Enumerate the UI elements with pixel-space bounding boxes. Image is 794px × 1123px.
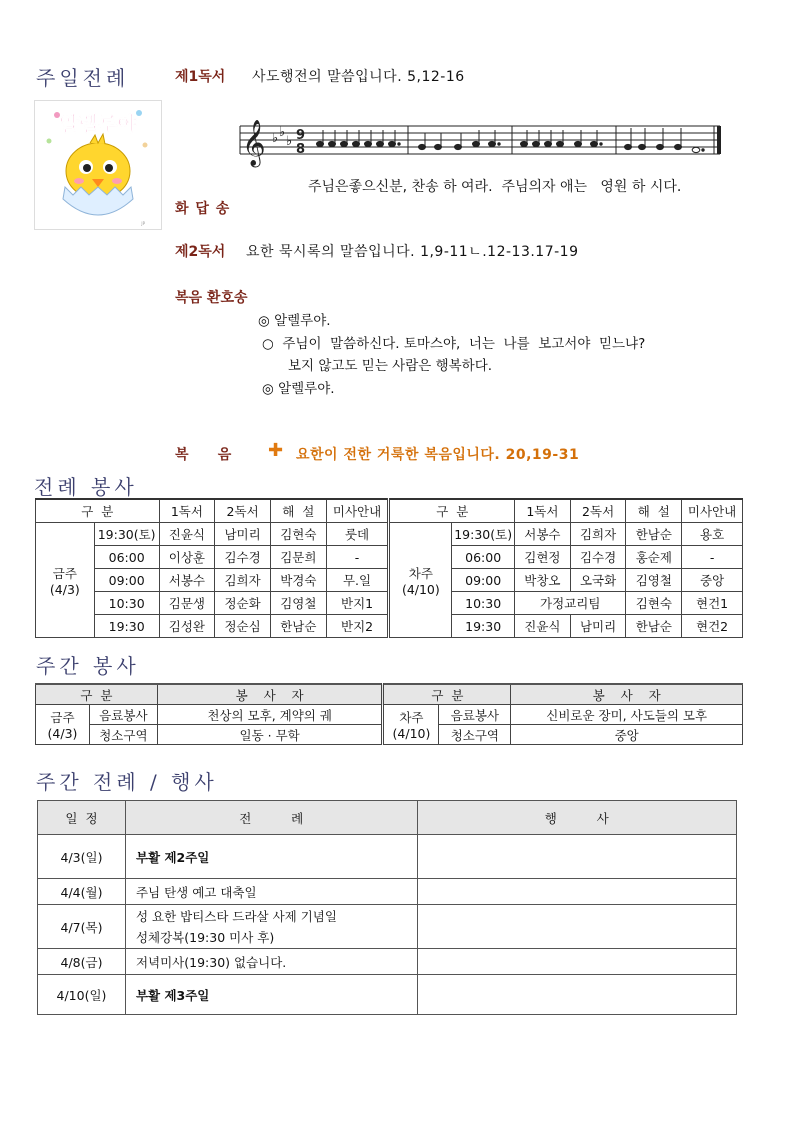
table-cell: 무.일 [326,569,389,592]
schedule-header-event: 행 사 [417,801,737,835]
table-cell: 김현숙 [270,523,326,546]
svg-text:♭: ♭ [286,134,293,149]
weekly-header-right-volunteers: 봉 사 자 [511,684,743,705]
table-row [38,949,737,975]
acclamation-line-1: ◎ 알렐루야. [258,313,331,329]
service-header-right-reading2: 2독서 [570,499,626,523]
weekly-heading: 주간 봉사 [36,654,140,678]
schedule-liturgy: 저녁미사(19:30) 없습니다. [125,949,417,975]
table-cell: 김영철 [626,569,682,592]
service-header-left-commentary: 해 설 [270,499,326,523]
table-cell: 현건2 [682,615,743,638]
table-cell: 김문생 [159,592,215,615]
weekly-header-right-category: 구 분 [383,684,511,705]
service-header-right-commentary: 해 설 [626,499,682,523]
table-cell: 현건1 [682,592,743,615]
table-cell: - [326,546,389,569]
service-right-week-label: 차주 [408,565,433,581]
service-header-left-reading1: 1독서 [159,499,215,523]
svg-text:알렐루야: 알렐루야 [59,112,137,136]
table-cell: 19:30(토) [94,523,159,546]
table-row [38,975,737,1015]
acclamation-line-3: 보지 않고도 믿는 사람은 행복하다. [288,358,493,374]
svg-text:9: 9 [296,128,306,143]
schedule-table [37,800,737,1015]
svg-text:♭: ♭ [279,125,286,140]
schedule-header-date: 일 정 [38,801,126,835]
schedule-liturgy: 주님 탄생 예고 대축일 [125,879,417,905]
table-cell: 김희자 [570,523,626,546]
weekly-left-week [36,705,90,745]
table-row [38,879,737,905]
weekly-header-left-volunteers: 봉 사 자 [157,684,383,705]
schedule-event [417,905,737,949]
table-cell: 김문희 [270,546,326,569]
reading1-label: 제1독서 [175,69,226,85]
acclamation-line-2: ○ 주님이 말씀하신다. 토마스야, 너는 나를 보고서야 믿느냐? [262,336,646,352]
table-row [36,705,743,725]
schedule-date: 4/7(목) [38,905,126,949]
acclamation-label: 복음 환호송 [175,290,248,306]
service-header-left-category: 구 분 [36,499,160,523]
psalm-label: 화 답 송 [175,201,231,217]
table-cell: 가정교리팀 [515,592,626,615]
service-header-left-reading2: 2독서 [215,499,271,523]
table-cell: 신비로운 장미, 사도들의 모후 [511,705,743,725]
service-left-week [36,523,95,638]
service-header-right-category: 구 분 [389,499,515,523]
table-cell: 김현정 [515,546,571,569]
schedule-date: 4/3(일) [38,835,126,879]
svg-text:8: 8 [296,142,306,157]
schedule-liturgy-line: 성체강복(19:30 미사 후) [135,929,275,945]
schedule-header-row [38,801,737,835]
schedule-event [417,879,737,905]
table-cell: 남미리 [570,615,626,638]
table-cell: 한남순 [626,615,682,638]
svg-text:♭: ♭ [272,131,279,146]
table-cell: 06:00 [94,546,159,569]
table-cell: 홍순제 [626,546,682,569]
table-cell: 반지1 [326,592,389,615]
reading2-label: 제2독서 [175,244,226,260]
table-cell: 박창오 [515,569,571,592]
weekly-header-left-category: 구 분 [36,684,158,705]
table-cell: 용호 [682,523,743,546]
table-cell: 10:30 [452,592,515,615]
table-cell: 10:30 [94,592,159,615]
table-cell: 김수경 [570,546,626,569]
table-cell: 한남순 [626,523,682,546]
service-left-week-label: 금주 [52,565,77,581]
table-cell: 중앙 [682,569,743,592]
table-row [36,523,743,546]
table-cell: 이상훈 [159,546,215,569]
schedule-liturgy: 부활 제3주일 [125,975,417,1015]
table-cell: 남미리 [215,523,271,546]
table-cell: 박경숙 [270,569,326,592]
table-cell: 천상의 모후, 계약의 궤 [157,705,383,725]
table-cell: 반지2 [326,615,389,638]
table-cell: 오국화 [570,569,626,592]
table-cell: 김영철 [270,592,326,615]
table-cell: 진윤식 [515,615,571,638]
table-cell: 음료봉사 [439,705,511,725]
schedule-header-liturgy: 전 례 [125,801,417,835]
table-cell: 김희자 [215,569,271,592]
schedule-liturgy: 부활 제2주일 [125,835,417,879]
liturgy-heading: 주일전례 [36,66,130,90]
table-cell: 19:30 [452,615,515,638]
table-cell: 김성완 [159,615,215,638]
weekly-right-week-date: (4/10) [392,726,431,741]
weekly-table [35,683,743,745]
table-cell: 진윤식 [159,523,215,546]
service-header-row [36,499,743,523]
svg-text:𝄞: 𝄞 [242,120,266,166]
service-left-week-date: (4/3) [49,581,80,597]
schedule-date: 4/4(월) [38,879,126,905]
schedule-date: 4/8(금) [38,949,126,975]
service-right-week-date: (4/10) [401,581,440,597]
schedule-liturgy [125,905,417,949]
service-table [35,498,743,638]
table-cell: 김현숙 [626,592,682,615]
weekly-right-week-label: 차주 [399,710,424,725]
table-cell: 한남순 [270,615,326,638]
table-cell: 김수경 [215,546,271,569]
service-right-week [389,523,452,638]
table-cell: 19:30(토) [452,523,515,546]
table-cell: 정순화 [215,592,271,615]
weekly-left-week-label: 금주 [50,710,75,725]
reading2-text: 요한 묵시록의 말씀입니다. 1,9-11ㄴ.12-13.17-19 [246,244,579,260]
service-header-right-usher: 미사안내 [682,499,743,523]
schedule-date: 4/10(일) [38,975,126,1015]
table-cell: 서봉수 [159,569,215,592]
table-cell: 19:30 [94,615,159,638]
service-header-left-usher: 미사안내 [326,499,389,523]
table-cell: 음료봉사 [89,705,157,725]
table-row [38,905,737,949]
schedule-event [417,835,737,879]
gospel-text: 요한이 전한 거룩한 복음입니다. 20,19-31 [296,447,580,463]
weekly-right-week [383,705,439,745]
table-cell: 청소구역 [89,725,157,745]
table-cell: 청소구역 [439,725,511,745]
table-cell: 정순심 [215,615,271,638]
table-cell: 09:00 [94,569,159,592]
service-header-right-reading1: 1독서 [515,499,571,523]
weekly-header-row [36,684,743,705]
table-cell: 서봉수 [515,523,571,546]
schedule-liturgy-line: 성 요한 밥티스타 드라살 사제 기념일 [135,908,337,924]
table-row [38,835,737,879]
table-cell: - [682,546,743,569]
table-cell: 룻데 [326,523,389,546]
psalm-music-staff [236,112,724,174]
schedule-event [417,949,737,975]
service-heading: 전례 봉사 [34,475,138,499]
table-cell: 중앙 [511,725,743,745]
weekly-left-week-date: (4/3) [47,726,78,741]
table-cell: 06:00 [452,546,515,569]
psalm-lyrics: 주님은좋으신분, 찬송 하 여라. 주님의자 애는 영원 하 시다. [308,179,682,195]
alleluia-logo [34,100,162,230]
acclamation-line-4: ◎ 알렐루야. [262,381,335,397]
svg-text:JP: JP [141,221,145,226]
gospel-cross-icon: ✚ [268,440,284,461]
gospel-label: 복 음 [175,447,232,463]
table-cell: 09:00 [452,569,515,592]
schedule-heading: 주간 전례 / 행사 [36,770,218,794]
reading1-text: 사도행전의 말씀입니다. 5,12-16 [252,69,465,85]
schedule-event [417,975,737,1015]
table-cell: 일동 · 무학 [157,725,383,745]
